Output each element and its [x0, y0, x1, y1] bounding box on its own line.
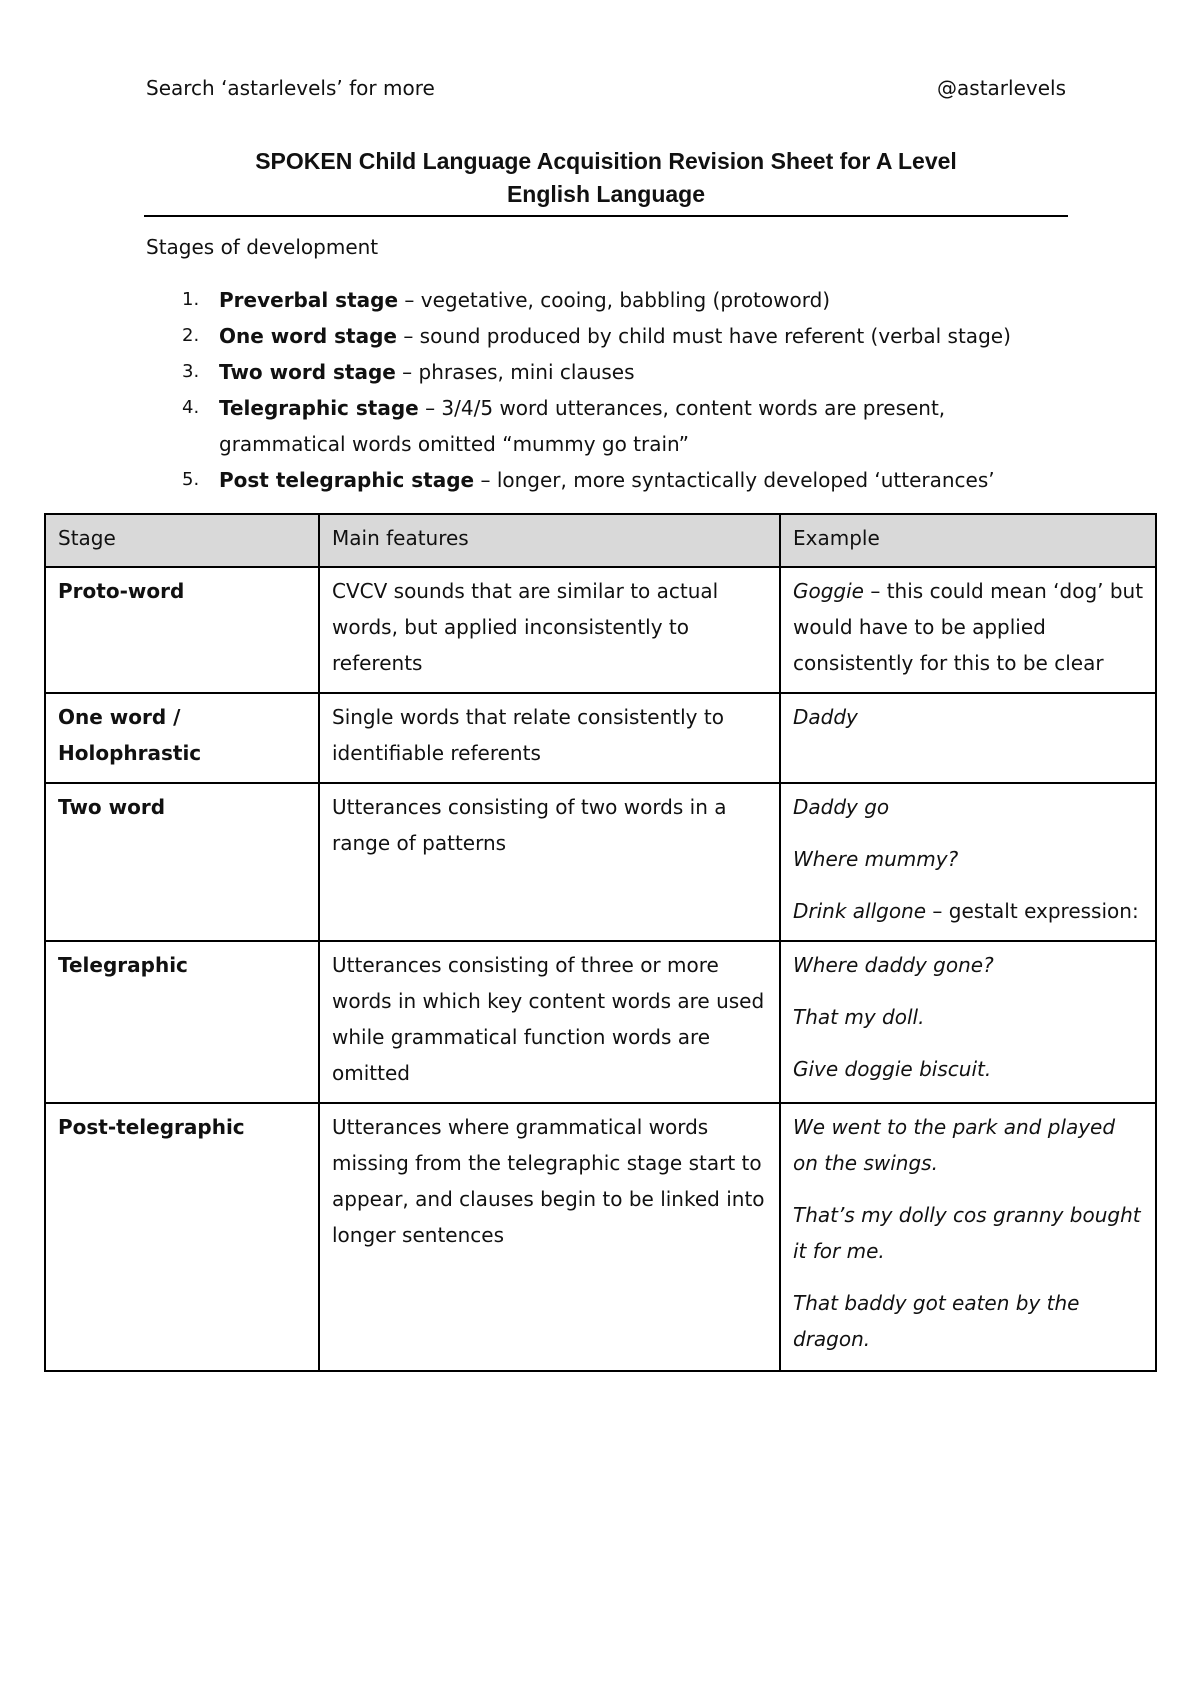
list-number: 5.: [182, 469, 200, 490]
list-number: 4.: [182, 397, 200, 418]
stage-cell: Proto-word: [45, 567, 319, 693]
example-note: – this could mean ‘dog’ but would have to be applied consistently for this to be clear: [793, 579, 1144, 675]
list-item: [146, 282, 1066, 318]
example-text: Where mummy?: [793, 847, 959, 871]
table-row: [45, 783, 1156, 941]
list-number: 1.: [182, 289, 200, 310]
example-cell: [780, 1103, 1156, 1371]
document-title: [144, 145, 1068, 217]
stage-term: Post telegraphic stage: [219, 468, 475, 492]
header-handle: @astarlevels: [937, 76, 1066, 100]
features-cell: CVCV sounds that are similar to actual words, but applied inconsistently to referents: [319, 567, 780, 693]
example-text: Daddy: [793, 705, 858, 729]
features-cell: Single words that relate consistently to identifiable referents: [319, 693, 780, 783]
stage-cell: One word / Holophrastic: [45, 693, 319, 783]
features-cell: Utterances consisting of two words in a range of patterns: [319, 783, 780, 941]
features-cell: Utterances where grammatical words missing from the telegraphic stage start to appear, and clauses begin to be linked into longer sentences: [319, 1103, 780, 1371]
stages-table: [44, 513, 1157, 1372]
table-row: [45, 1103, 1156, 1371]
table-header-row: [45, 514, 1156, 567]
column-header-features: Main features: [319, 514, 780, 567]
example-note: – gestalt expression:: [926, 899, 1139, 923]
stage-cell: Post-telegraphic: [45, 1103, 319, 1371]
stage-description: – 3/4/5 word utterances, content words are present, grammatical words omitted “mummy go train”: [219, 396, 946, 456]
example-text: Goggie: [793, 579, 864, 603]
list-item: [146, 462, 1066, 498]
stage-description: – phrases, mini clauses: [395, 360, 635, 384]
stage-description: – longer, more syntactically developed ‘utterances’: [474, 468, 995, 492]
page-header: [146, 74, 1066, 102]
stage-term: Two word stage: [219, 360, 396, 384]
list-number: 2.: [182, 325, 200, 346]
stage-cell: Telegraphic: [45, 941, 319, 1103]
example-text: Where daddy gone?: [793, 953, 994, 977]
example-cell: [780, 783, 1156, 941]
example-text: Drink allgone: [793, 899, 927, 923]
example-text: We went to the park and played on the swings.: [793, 1115, 1116, 1175]
example-text: Give doggie biscuit.: [793, 1057, 992, 1081]
section-label: Stages of development: [146, 235, 379, 259]
example-text: Daddy go: [793, 795, 890, 819]
table-row: [45, 567, 1156, 693]
table-row: [45, 941, 1156, 1103]
title-line-2: English Language: [506, 181, 706, 207]
example-cell: [780, 941, 1156, 1103]
features-cell: Utterances consisting of three or more words in which key content words are used while grammatical function words are omitted: [319, 941, 780, 1103]
example-text: That baddy got eaten by the dragon.: [793, 1291, 1080, 1351]
stage-term: Preverbal stage: [219, 288, 399, 312]
column-header-example: Example: [780, 514, 1156, 567]
stage-description: – sound produced by child must have referent (verbal stage): [396, 324, 1011, 348]
title-line-1: SPOKEN Child Language Acquisition Revision Sheet for A Level: [255, 148, 957, 174]
header-search-note: Search ‘astarlevels’ for more: [146, 76, 435, 100]
example-text: That’s my dolly cos granny bought it for me.: [793, 1203, 1141, 1263]
stages-list: [146, 282, 1066, 498]
list-item: [146, 354, 1066, 390]
list-number: 3.: [182, 361, 200, 382]
example-cell: [780, 693, 1156, 783]
table-row: [45, 693, 1156, 783]
example-text-with-note: [793, 893, 1145, 929]
list-item: [146, 318, 1066, 354]
list-item: [146, 390, 1066, 462]
stage-cell: Two word: [45, 783, 319, 941]
example-text: That my doll.: [793, 1005, 925, 1029]
column-header-stage: Stage: [45, 514, 319, 567]
example-cell: [780, 567, 1156, 693]
stage-term: One word stage: [219, 324, 397, 348]
stage-term: Telegraphic stage: [219, 396, 419, 420]
stage-description: – vegetative, cooing, babbling (protoword): [398, 288, 831, 312]
